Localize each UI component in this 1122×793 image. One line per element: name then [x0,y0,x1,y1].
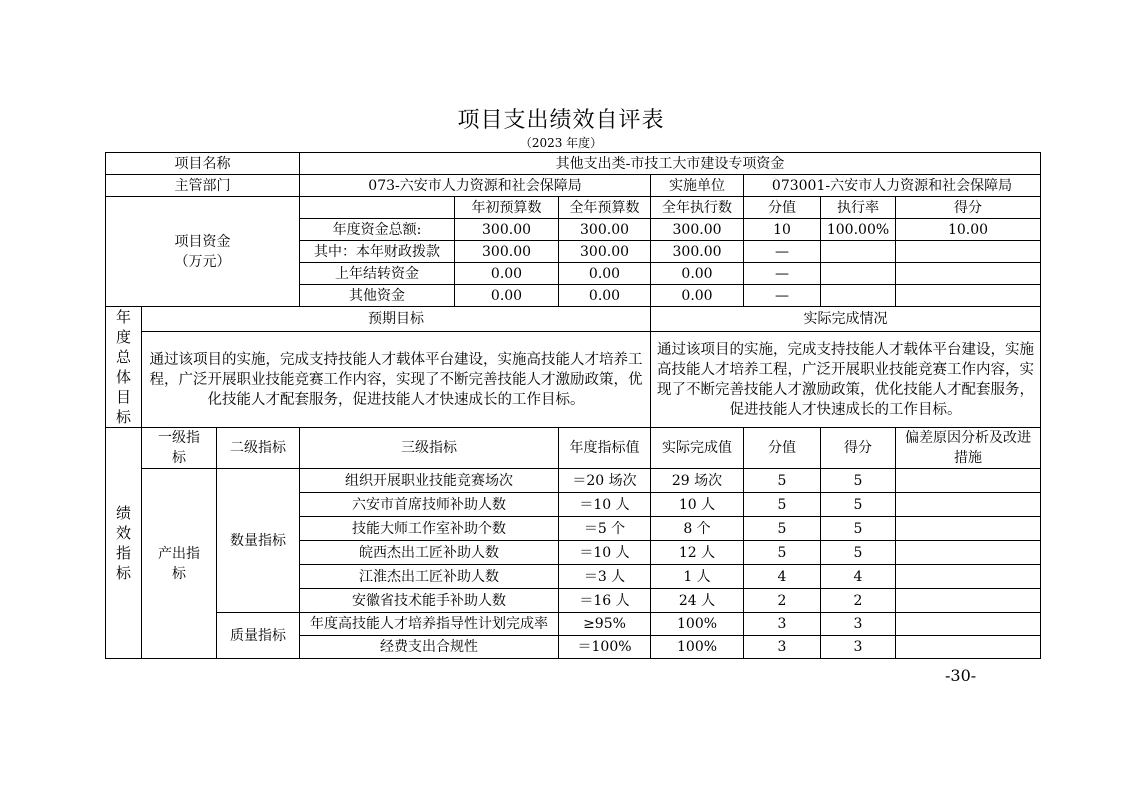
indicator-score: 4 [821,565,896,589]
funds-header: 年初预算数 [455,197,559,219]
indicator-name: 安徽省技术能手补助人数 [300,589,559,613]
funds-row-label: 其他资金 [300,285,455,307]
indicator-target: ＝16 人 [559,589,651,613]
funds-cell [821,263,896,285]
indicator-target: ＝3 人 [559,565,651,589]
funds-cell [896,263,1041,285]
indicator-target: ＝100% [559,636,651,659]
funds-cell: — [744,263,821,285]
indicator-score: 5 [821,469,896,493]
funds-cell: 10.00 [896,219,1041,241]
project-name-label: 项目名称 [106,153,300,175]
funds-cell: 300.00 [559,219,651,241]
project-name-value: 其他支出类-市技工大市建设专项资金 [300,153,1041,175]
funds-row-label: 年度资金总额: [300,219,455,241]
funds-cell: 0.00 [455,263,559,285]
funds-label-cell [106,197,300,307]
indicator-name: 组织开展职业技能竞赛场次 [300,469,559,493]
funds-cell: 300.00 [651,219,744,241]
indicator-header: 实际完成值 [651,428,744,469]
indicator-name: 六安市首席技师补助人数 [300,493,559,517]
funds-cell [821,241,896,263]
indicator-score-value: 2 [744,589,821,613]
funds-cell: 300.00 [455,219,559,241]
indicator-actual: 100% [651,613,744,636]
indicator-note [896,517,1041,541]
indicator-score-value: 5 [744,493,821,517]
funds-header-blank [300,197,455,219]
funds-cell: 0.00 [559,285,651,307]
funds-cell: 0.00 [651,263,744,285]
funds-cell: 0.00 [455,285,559,307]
funds-cell: 10 [744,219,821,241]
indicator-target: ＝10 人 [559,541,651,565]
funds-cell [896,285,1041,307]
indicator-actual: 24 人 [651,589,744,613]
actual-completion-header: 实际完成情况 [651,307,1041,332]
indicator-score-value: 5 [744,541,821,565]
quantity-indicator-label: 数量指标 [217,469,300,613]
funds-cell [896,241,1041,263]
funds-header: 执行率 [821,197,896,219]
funds-cell: 300.00 [455,241,559,263]
indicator-note [896,493,1041,517]
annual-goals-label [106,307,142,428]
indicator-header: 分值 [744,428,821,469]
indicator-row [106,469,1041,493]
funds-header: 全年预算数 [559,197,651,219]
indicator-header: 年度指标值 [559,428,651,469]
funds-header: 得分 [896,197,1041,219]
indicator-note [896,636,1041,659]
funds-cell [821,285,896,307]
funds-cell: 0.00 [651,285,744,307]
goals-header-row [106,307,1041,332]
funds-cell: — [744,285,821,307]
performance-indicators-label-text: 绩效指标 [115,504,131,582]
funds-header: 全年执行数 [651,197,744,219]
funds-cell: 0.00 [559,263,651,285]
goals-text-row [106,332,1041,428]
annual-goals-label-text: 年度总体目标 [115,308,131,426]
indicator-actual: 1 人 [651,565,744,589]
performance-table [105,152,1041,659]
funds-cell: 300.00 [559,241,651,263]
indicator-note [896,565,1041,589]
page-number: -30- [945,666,977,685]
project-name-row [106,153,1041,175]
funds-row-label: 上年结转资金 [300,263,455,285]
indicator-score: 5 [821,517,896,541]
funds-unit: （万元） [174,253,231,270]
indicator-header: 二级指标 [217,428,300,469]
indicator-score: 5 [821,541,896,565]
indicator-name: 技能大师工作室补助个数 [300,517,559,541]
indicator-name: 江淮杰出工匠补助人数 [300,565,559,589]
indicator-note [896,613,1041,636]
expected-goal-header: 预期目标 [142,307,651,332]
funds-label: 项目资金 [174,233,231,250]
indicator-target: ＝10 人 [559,493,651,517]
department-row [106,175,1041,197]
implementing-unit-value: 073001-六安市人力资源和社会保障局 [744,175,1041,197]
expected-goal-text: 通过该项目的实施，完成支持技能人才载体平台建设，实施高技能人才培养工程，广泛开展职业技能竞赛工作内容，实现了不断完善技能人才激励政策，优化技能人才配套服务，促进技能人才快速成长的工作目标。 [142,332,651,428]
indicator-actual: 100% [651,636,744,659]
funds-row-label: 其中：本年财政拨款 [300,241,455,263]
indicator-header: 偏差原因分析及改进措施 [896,428,1041,469]
indicator-header: 得分 [821,428,896,469]
indicator-score: 5 [821,493,896,517]
indicator-score-value: 5 [744,517,821,541]
indicator-name: 经费支出合规性 [300,636,559,659]
indicator-score-value: 3 [744,636,821,659]
indicator-score: 3 [821,636,896,659]
actual-completion-text: 通过该项目的实施，完成支持技能人才载体平台建设，实施高技能人才培养工程，广泛开展职业技能竞赛工作内容，实现了不断完善技能人才激励政策，优化技能人才配套服务，促进技能人才快速成长的工作目标。 [651,332,1041,428]
department-label: 主管部门 [106,175,300,197]
department-value: 073-六安市人力资源和社会保障局 [300,175,651,197]
level1-indicator: 产出指标 [142,469,217,659]
funds-header: 分值 [744,197,821,219]
indicators-header-row [106,428,1041,469]
indicator-score-value: 3 [744,613,821,636]
indicator-score-value: 4 [744,565,821,589]
indicator-header: 三级指标 [300,428,559,469]
indicator-actual: 12 人 [651,541,744,565]
indicator-actual: 10 人 [651,493,744,517]
implementing-unit-label: 实施单位 [651,175,744,197]
indicator-target: ＝20 场次 [559,469,651,493]
performance-indicators-label [106,428,142,659]
indicator-actual: 8 个 [651,517,744,541]
funds-header-row [106,197,1041,219]
indicator-score: 2 [821,589,896,613]
page-title: 项目支出绩效自评表 [457,108,665,133]
indicator-name: 皖西杰出工匠补助人数 [300,541,559,565]
indicator-score: 3 [821,613,896,636]
funds-cell: 100.00% [821,219,896,241]
page-subtitle: （2023 年度） [519,136,603,150]
indicator-note [896,469,1041,493]
indicator-row [106,613,1041,636]
quality-indicator-label: 质量指标 [217,613,300,659]
indicator-target: ＝5 个 [559,517,651,541]
indicator-target: ≥95% [559,613,651,636]
indicator-note [896,541,1041,565]
funds-cell: 300.00 [651,241,744,263]
indicator-note [896,589,1041,613]
indicator-header: 一级指标 [142,428,217,469]
indicator-name: 年度高技能人才培养指导性计划完成率 [300,613,559,636]
funds-cell: — [744,241,821,263]
indicator-score-value: 5 [744,469,821,493]
indicator-actual: 29 场次 [651,469,744,493]
